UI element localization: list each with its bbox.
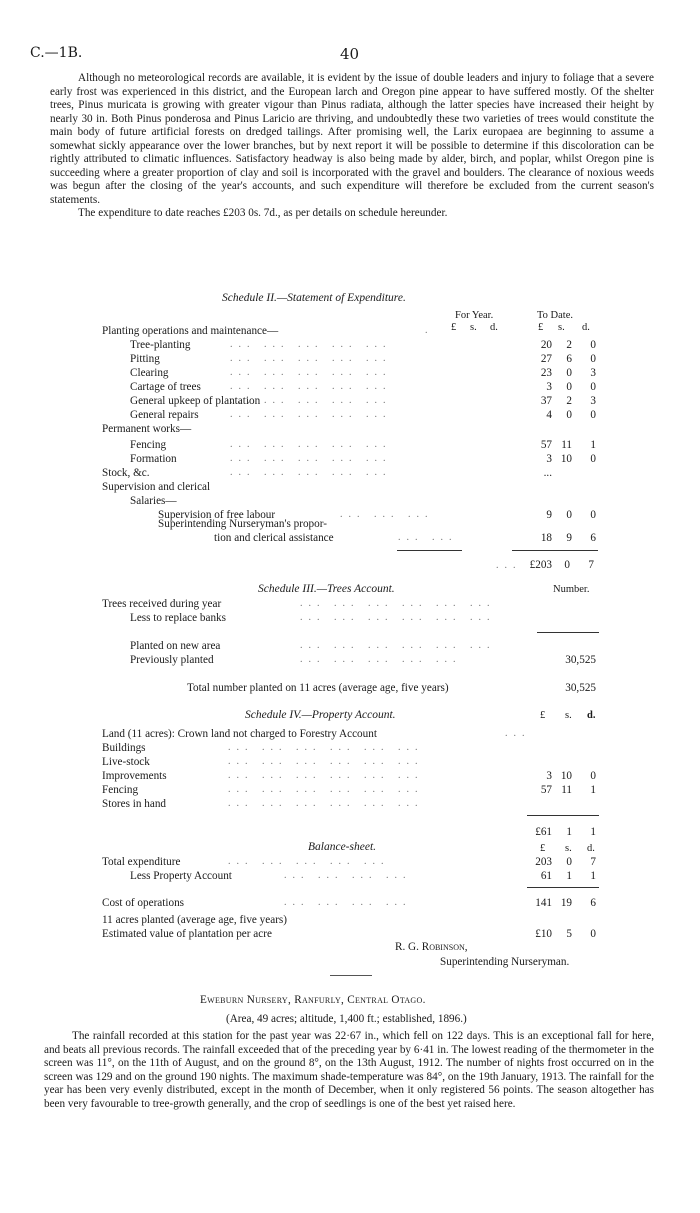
schedule2-value-d: 0 (590, 339, 596, 351)
improvements-s: 10 (560, 770, 572, 782)
schedule2-title: Schedule II.—Statement of Expenditure. (222, 292, 406, 304)
schedule2-row-label: Permanent works— (102, 423, 192, 435)
schedule2-value-s: 0 (566, 367, 572, 379)
schedule2-row-label: General repairs (130, 409, 199, 421)
estimated-value-label: Estimated value of plantation per acre (102, 928, 272, 940)
schedule2-value-d: 0 (590, 509, 596, 521)
schedule2-value-l: 4 (546, 409, 552, 421)
eweburn-paragraph: The rainfall recorded at this station for the past year was 22·67 in., which fell on 122 days. This is an exceptional fall for here, and beats all previous records. The rainfall exceeded that of the preceding year by 6·41 in. The lowest reading of the thermometer in the screen was 11°, on the 11th of August, and on the ground 8°, on the 13th August, 1912. The number of nights frost occurred on in the screen was 129 and on the ground 190 nights. The maximum shade-temperature was 84°, on the 19th January, 1913. The rainfall for the year has been very evenly distributed, except in the month of December, when it only registered 56 points. The season altogether has been very favourable to tree-growth generally, and the crop of seedlings is one of the best yet raised here. (44, 1030, 654, 1110)
schedule2-value-l: 37 (540, 395, 552, 407)
trees-total-value: 30,525 (565, 682, 596, 694)
intro-paragraph: Although no meteorological records are available, it is evident by the issue of double leaders and injury to foliage that a severe early frost was experienced in this district, and the European larch and Oregon pine appear to have suffered mostly. Of the shelter trees, Pinus muricata is growing with greater vigour than Pinus radiata, although the latter species have increased their height by nearly 30 in. Both Pinus ponderosa and Pinus Laricio are thriving, and undoubtedly these two varieties of trees would constitute the main body of future artificial forests on dredged tailings. After promising well, the Larix europaea are beginning to assume a somewhat sickly appearance over the lower branches, but by next report it will be possible to determine if this discoloration can be rightly attributed to climatic influences. Satisfactory headway is also being made by alder, birch, and poplar, whilst Oregon pine is succeeding where a greater proportion of clay and soil is incorporated with the gravel and boulders. The clearance of noxious weeds was begun after the closing of the year's accounts, and such expenditure will therefore be excluded from the current season's statements. (50, 72, 654, 206)
rule (397, 550, 462, 551)
schedule4-total-s: 1 (566, 826, 572, 838)
prev-planted-value: 30,525 (565, 654, 596, 666)
sched4-unit-s: s. (565, 710, 572, 721)
rule (527, 887, 599, 888)
schedule2-value-d: 0 (590, 409, 596, 421)
buildings-label: Buildings (102, 742, 146, 754)
bal-unit-d: d. (587, 843, 595, 854)
rule (527, 815, 599, 816)
fencing-label: Fencing (102, 784, 139, 796)
eweburn-subheading: (Area, 49 acres; altitude, 1,400 ft.; established, 1896.) (226, 1013, 467, 1025)
signer-title: Superintending Nurseryman. (440, 956, 570, 968)
fencing-d: 1 (590, 784, 596, 796)
schedule2-col-date: To Date. (537, 310, 574, 321)
schedule2-value-l: 3 (546, 381, 552, 393)
schedule2-value-l: 23 (540, 367, 552, 379)
year-unit-l: £ (451, 322, 457, 333)
date-unit-d: d. (582, 322, 590, 333)
schedule2-row-label: Planting operations and maintenance— (102, 325, 279, 337)
schedule2-value-s: 0 (566, 509, 572, 521)
date-unit-s: s. (558, 322, 565, 333)
schedule2-value-l: 3 (546, 453, 552, 465)
schedule2-row-label: Pitting (130, 353, 160, 365)
schedule2-value-l: 57 (540, 439, 552, 451)
sched4-unit-l: £ (540, 710, 546, 721)
schedule2-value-l: 27 (540, 353, 552, 365)
stores-label: Stores in hand (102, 798, 167, 810)
eweburn-text (44, 1030, 654, 1111)
less-prop-d: 1 (590, 870, 596, 882)
prev-planted-label: Previously planted (130, 654, 214, 666)
report-reference: C.—1B. (30, 45, 83, 61)
eweburn-heading: Eweburn Nursery, Ranfurly, Central Otago. (200, 994, 426, 1006)
schedule2-row-label: Tree-planting (130, 339, 191, 351)
schedule2-value-s: 9 (566, 532, 572, 544)
cost-s: 19 (560, 897, 572, 909)
replace-banks-label: Less to replace banks (130, 612, 226, 624)
schedule2-value-d: 6 (590, 532, 596, 544)
schedule2-row-label: Salaries— (130, 495, 177, 507)
document-page: C.—1B. 40 Although no meteorological records are available, it is evident by the issue of double leaders and injury to foliage that a severe early frost was experienced in this district, and the European larch and Oregon pine appear to have suffered mostly. Of the shelter trees, Pinus muricata is growing with greater vigour than Pinus radiata, although the latter species have increased their height by nearly 30 in. Both Pinus ponderosa and Pinus Laricio are thriving, and undoubtedly these two varieties of trees would constitute the main body of future artificial forests on dredged tailings. After promising well, the Larix europaea are beginning to assume a somewhat sickly appearance over the lower branches, but by next report it will be possible to determine if this discoloration can be rightly attributed to climatic influences. Satisfactory headway is also being made by alder, birch, and poplar, whilst Oregon pine is succeeding where a greater proportion of clay and soil is incorporated with the gravel and boulders. The clearance of noxious weeds was begun after the closing of the year's accounts, and such expenditure will therefore be excluded from the current season's statements. The expenditure to date reaches £203 0s. 7d., as per details on schedule hereunder. Schedule II.—Statement of Expenditure. For Year. To Date. £ s. d. £ s. d. Planting operations and maintenance— . Tree-planting ... ... ... ... ... 20 2 0 Pitting ... ... ... ... ... 27 6 0 Clearing ... ... ... ... ... 23 0 3 Cartage of trees ... ... ... ... ... 3 0 0 General upkeep of plantation ... ... ... ... ... 37 2 3 General repairs ... ... ... ... ... 4 0 0 Permanent works— Fencing ... ... ... ... ... 57 11 1 Formation ... ... ... ... ... 3 10 0 Stock, &c. ... ... ... ... ... ... Supervision and clerical Salaries— Supervision of free labour ... ... ... 9 0 0 Superintending Nurseryman's propor- tion and clerical assistance ... ... 18 9 6 ... £203 0 7 Schedule III.—Trees Account. Number. Trees received during year ... ... ... ... ... ... Less to replace banks ... ... ... ... ... ... Planted on new area ... ... ... ... ... ... Previously planted ... ... ... ... ... 30,525 Total number planted on 11 acres (average age, five years) 30,525 Schedule IV.—Property Account. £ s. d. Land (11 acres): Crown land not charged to Forestry Account ... Buildings ... ... ... ... ... ... Live-stock ... ... ... ... ... ... Improvements ... ... ... ... ... ... 3 10 0 Fencing ... ... ... ... ... ... 57 11 1 Stores in hand ... ... ... ... ... ... £61 1 1 Balance-sheet. £ s. d. Total expenditure ... ... ... ... ... 203 0 7 Less Property Account ... ... ... ... 61 1 1 Cost of operations ... ... ... ... 141 19 6 11 acres planted (average age, five years) Estimated value of plantation per acre £10 5 0 R. G. Robinson, Superintending Nurseryman. Eweburn Nursery, Ranfurly, Central Otago. (Area, 49 acres; altitude, 1,400 ft.; established, 1896.) The rainfall recorded at this station for the past year was 22·67 in., which fell on 122 days. This is an exceptional fall for here, and beats all previous records. The rainfall exceeded that of the preceding year by 6·41 in. The lowest reading of the thermometer in the screen was 11°, on the 11th of August, and on the ground 8°, on the 13th August, 1912. The number of nights frost occurred on in the screen was 129 and on the ground 190 nights. The maximum shade-temperature was 84°, on the 19th January, 1913. The rainfall for the year has been very evenly distributed, except in the month of December, when it only registered 56 points. The season altogether has been very favourable to tree-growth generally, and the crop of seedlings is one of the best yet raised here. (30, 45, 654, 1110)
schedule2-row-label: Superintending Nurseryman's propor- (158, 518, 327, 530)
fencing-s: 11 (561, 784, 572, 796)
schedule2-value-s: 0 (566, 409, 572, 421)
schedule2-value-d: 3 (590, 367, 596, 379)
page-number: 40 (340, 45, 360, 63)
schedule2-value-l: ... (543, 467, 552, 479)
total-exp-s: 0 (566, 856, 572, 868)
schedule2-row-label: Cartage of trees (130, 381, 201, 393)
schedule4-total-d: 1 (590, 826, 596, 838)
acres-planted-label: 11 acres planted (average age, five years) (102, 914, 288, 926)
less-property-label: Less Property Account (130, 870, 232, 882)
less-prop-s: 1 (566, 870, 572, 882)
schedule2-value-d: 0 (590, 353, 596, 365)
total-expenditure-label: Total expenditure (102, 856, 181, 868)
total-exp-d: 7 (590, 856, 596, 868)
intro-text (50, 72, 654, 221)
schedule2-value-l: 9 (546, 509, 552, 521)
cost-l: 141 (535, 897, 552, 909)
planted-new-label: Planted on new area (130, 640, 221, 652)
schedule3-col-number: Number. (553, 584, 590, 595)
schedule2-row-label: General upkeep of plantation (130, 395, 261, 407)
signer-name: R. G. Robinson, (395, 941, 468, 953)
rule (512, 550, 598, 551)
schedule4-title: Schedule IV.—Property Account. (245, 709, 396, 721)
total-exp-l: 203 (535, 856, 552, 868)
est-s: 5 (566, 928, 572, 940)
schedule2-value-s: 10 (560, 453, 572, 465)
schedule2-value-d: 0 (590, 381, 596, 393)
section-divider (330, 975, 372, 976)
sched4-unit-d: d. (587, 710, 596, 721)
schedule4-total-l: £61 (535, 826, 552, 838)
schedule2-row-label: tion and clerical assistance (214, 532, 334, 544)
livestock-label: Live-stock (102, 756, 150, 768)
schedule2-value-s: 0 (566, 381, 572, 393)
cost-d: 6 (590, 897, 596, 909)
schedule2-row-label: Fencing (130, 439, 167, 451)
schedule2-value-s: 11 (561, 439, 572, 451)
est-l: £10 (535, 928, 552, 940)
schedule2-value-d: 0 (590, 453, 596, 465)
balance-title: Balance-sheet. (308, 841, 377, 853)
schedule2-row-label: Stock, &c. (102, 467, 150, 479)
est-d: 0 (590, 928, 596, 940)
schedule2-col-year: For Year. (455, 310, 494, 321)
bal-unit-s: s. (565, 843, 572, 854)
schedule2-row-label: Supervision and clerical (102, 481, 211, 493)
schedule2-row-label: Clearing (130, 367, 169, 379)
year-unit-d: d. (490, 322, 498, 333)
improvements-label: Improvements (102, 770, 167, 782)
rule (537, 632, 599, 633)
schedule2-value-l: 20 (540, 339, 552, 351)
date-unit-l: £ (538, 322, 544, 333)
schedule2-value-l: 18 (540, 532, 552, 544)
fencing-l: 57 (540, 784, 552, 796)
schedule2-value-s: 2 (566, 339, 572, 351)
schedule2-total-d: 7 (588, 559, 594, 571)
schedule2-total-s: 0 (564, 559, 570, 571)
schedule2-value-d: 1 (590, 439, 596, 451)
trees-received-label: Trees received during year (102, 598, 222, 610)
cost-operations-label: Cost of operations (102, 897, 185, 909)
schedule2-value-d: 3 (590, 395, 596, 407)
trees-total-label: Total number planted on 11 acres (average age, five years) (187, 682, 449, 694)
improvements-d: 0 (590, 770, 596, 782)
land-label: Land (11 acres): Crown land not charged to Forestry Account (102, 728, 377, 740)
schedule2-total-l: £203 (529, 559, 552, 571)
expenditure-paragraph: The expenditure to date reaches £203 0s. 7d., as per details on schedule hereunder. (78, 207, 448, 219)
less-prop-l: 61 (540, 870, 552, 882)
year-unit-s: s. (470, 322, 477, 333)
schedule2-row-label: Supervision of free labour (158, 509, 276, 521)
schedule2-value-s: 2 (566, 395, 572, 407)
schedule2-row-label: Formation (130, 453, 177, 465)
improvements-l: 3 (546, 770, 552, 782)
bal-unit-l: £ (540, 843, 546, 854)
schedule2-value-s: 6 (566, 353, 572, 365)
schedule3-title: Schedule III.—Trees Account. (258, 583, 395, 595)
